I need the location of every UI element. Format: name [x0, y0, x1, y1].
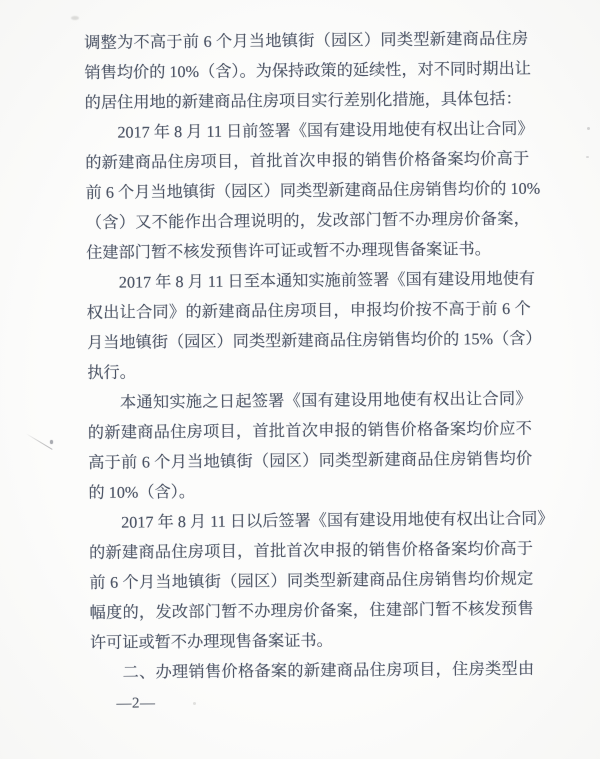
text-line: 的新建商品住房项目，首批首次申报的销售价格备案均价高于 — [88, 539, 534, 562]
scan-scratch-mark — [50, 440, 53, 444]
text-line: 2017 年 8 月 11 日以后签署《国有建设用地使有权出让合同》 — [121, 509, 554, 532]
text-line: 许可证或暂不办理现售备案证书。 — [89, 631, 333, 652]
text-line: 的 10%（含）。 — [88, 482, 196, 502]
text-line: 本通知实施之日起签署《国有建设用地使有权出让合同》 — [119, 389, 532, 412]
document-body — [84, 24, 554, 719]
paragraph — [90, 654, 534, 688]
text-line: 的居住用地的新建商品住房项目实行差别化措施，具体包括： — [84, 89, 522, 112]
text-line: 的新建商品住房项目，首批首次申报的销售价格备案均价应不 — [87, 419, 532, 442]
text-line: 住建部门暂不核发预售许可证或暂不办理现售备案证书。 — [86, 240, 491, 262]
paragraph — [86, 264, 542, 388]
scan-speck — [586, 156, 589, 158]
page-number: —2— — [116, 695, 156, 712]
text-line: 二、办理销售价格备案的新建商品住房项目，住房类型由 — [122, 659, 535, 682]
text-line: 2017 年 8 月 11 日至本通知实施前签署《国有建设用地使有 — [118, 269, 536, 292]
text-line: （含）又不能作出合理说明的，发改部门暂不办理房价备案， — [85, 209, 530, 232]
text-line: 权出让合同》的新建商品住房项目，申报均价按不高于前 6 个 — [86, 299, 531, 322]
text-line: 执行。 — [87, 363, 136, 382]
text-line: 前 6 个月当地镇街（园区）同类型新建商品住房销售均价规定 — [89, 569, 534, 592]
scan-speck — [71, 16, 79, 20]
paragraph — [88, 504, 554, 658]
paragraph — [85, 114, 541, 268]
text-line: 调整为不高于前 6 个月当地镇街（园区）同类型新建商品住房 — [84, 29, 529, 52]
scan-speck — [587, 127, 590, 130]
text-line: 销售均价的 10%（含）。为保持政策的延续性，对不同时期出让 — [84, 59, 531, 82]
text-line: 2017 年 8 月 11 日前签署《国有建设用地使有权出让合同》 — [117, 119, 534, 142]
scan-scratch-mark — [25, 433, 52, 450]
text-line: 前 6 个月当地镇街（园区）同类型新建商品住房销售均价的 10% — [85, 179, 541, 202]
paragraph — [87, 384, 532, 508]
text-line: 月当地镇街（园区）同类型新建商品住房销售均价的 15%（含） — [86, 329, 542, 352]
text-line: 高于前 6 个月当地镇街（园区）同类型新建商品住房销售均价 — [88, 449, 533, 472]
paragraph — [84, 24, 529, 118]
paragraphs — [84, 24, 554, 688]
text-line: 的新建商品住房项目，首批首次申报的销售价格备案均价高于 — [85, 149, 530, 172]
text-line: 幅度的，发改部门暂不办理房价备案，住建部门暂不核发预售 — [89, 599, 534, 622]
